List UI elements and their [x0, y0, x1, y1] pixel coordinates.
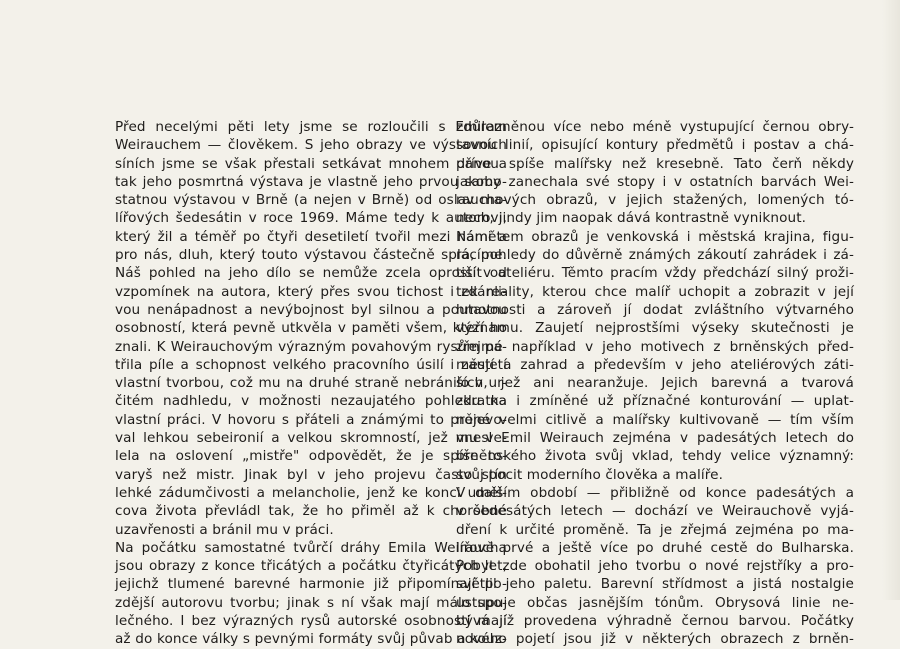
text-line: Pobyt zde obohatil jeho tvorbu o nové rejstříky a pro-	[456, 558, 854, 575]
text-line: Námětem obrazů je venkovská i městská krajina, figu-	[456, 228, 854, 245]
text-line: jsou obrazy z konce třicátých a počátku čtyřicátých let,	[115, 558, 507, 575]
text-line: významu. Zaujetí nejprostšími výseky skutečnosti je	[456, 320, 854, 337]
text-line: třila píle a schopnost velkého pracovního úsilí i zaujetí	[115, 356, 507, 373]
text-line: sovou linií, opisující kontury předmětů i postav a chá-	[456, 137, 854, 154]
text-line: Před necelými pěti lety jsme se rozloučili s Emilem	[115, 119, 507, 135]
text-line: nech; jindy jim naopak dává kontrastně vyniknout.	[456, 210, 807, 227]
text-line: lířově prvé a ještě více po druhé cestě do Bulharska.	[456, 539, 854, 556]
text-line: který žil a téměř po čtyři desetiletí tvořil mezi námi a	[115, 228, 507, 245]
page-edge-shadow	[882, 0, 900, 600]
text-line: ustupuje občas jasnějším tónům. Obrysová linie ne-	[456, 594, 854, 611]
text-line: vnesl Emil Weirauch zejména v padesátých letech do	[456, 430, 854, 447]
text-line: ra, pohledy do důvěrně známých zákoutí zahrádek i zá-	[456, 247, 854, 264]
text-line: v šedesátých letech — dochází ve Weirauchově vyjá-	[456, 503, 854, 520]
text-line: čitém nadhledu, v možnosti nezaujatého pohledu na	[115, 393, 507, 410]
text-line: zkratka i zmíněné už příznačné konturování — uplat-	[456, 393, 854, 410]
text-line: brněnského života svůj vklad, tehdy velice významný:	[456, 448, 854, 465]
text-line: val lehkou sebeironií a velkou skromností, jež mu ve-	[115, 430, 507, 447]
text-line: vlastní tvorbou, což mu na druhé straně nebránilo v ur-	[115, 375, 507, 392]
text-line: rauchových obrazů, v jejich stažených, lomených tó-	[456, 192, 854, 209]
left-text-column	[115, 118, 507, 649]
text-line: V dalším období — přibližně od konce padesátých a	[456, 484, 854, 501]
text-line: hmotnosti a zároveň jí dodat zvláštního výtvarného	[456, 301, 854, 318]
text-line: tiší v ateliéru. Těmto pracím vždy předchází silný proži-	[456, 265, 854, 282]
text-line: Náš pohled na jeho dílo se nemůže zcela oprostit od	[115, 265, 507, 282]
text-line: varyš než mistr. Jinak byl v jeho projevu často stín	[115, 466, 507, 483]
text-line: zdější autorovu tvorbu; jinak s ní však mají málo spo-	[115, 594, 507, 611]
text-line: bývá již provedena výhradně černou barvou. Počátky	[456, 613, 854, 630]
text-line: Na počátku samostatné tvůrčí dráhy Emila Weiraucha	[115, 539, 507, 556]
text-line: lela na oslovení „mistře" odpovědět, že je spíše to-	[115, 448, 507, 465]
text-line: něné velmi citlivě a malířsky kultivovaně — tím vším	[456, 411, 854, 428]
text-line: svůj pocit moderního člověka a malíře.	[456, 466, 724, 483]
text-line: až do konce války s pevnými formáty svůj půvab a kouz-	[115, 631, 507, 648]
text-line: jakoby zanechala své stopy i v ostatních barvách Wei-	[456, 173, 854, 190]
text-line: městí a zahrad a především v jeho ateliérových záti-	[456, 356, 854, 373]
text-line: lehké zádumčivosti a melancholie, jenž ke konci uměl-	[115, 484, 507, 501]
text-line: jejichž tlumené barevné harmonie již připomínají po-	[115, 576, 507, 593]
text-line: znali. K Weirauchovým výrazným povahovým rysům pa-	[115, 338, 507, 355]
text-line: lířových šedesátin v roce 1969. Máme tedy k autorovi,	[115, 210, 507, 227]
right-text-column	[456, 118, 854, 649]
text-line: lečného. I bez výrazných rysů autorské osobnosti mají	[115, 613, 507, 630]
text-line: síních jsme se však přestali setkávat mnohem dříve a	[115, 155, 507, 172]
text-line: uzavřenosti a bránil mu v práci.	[115, 521, 334, 538]
text-line: cova života převládl tak, že ho přiměl až k chorobné	[115, 503, 507, 520]
text-line: dření k určité proměně. Ta je zřejmá zejména po ma-	[456, 521, 854, 538]
text-line: pro nás, dluh, který touto výstavou částečně splácíme.	[115, 247, 507, 264]
text-line: vzpomínek na autora, který přes svou tichost i zdánli-	[115, 283, 507, 300]
text-line: panou spíše malířsky než kresebně. Tato čerň někdy	[456, 155, 854, 172]
text-line: ších, jež ani nearanžuje. Jejich barevná a tvarová	[456, 375, 854, 392]
text-line: vou nenápadnost a nevýbojnost byl silnou a poutavou	[115, 301, 507, 318]
text-line: vlastní práci. V hovoru s přáteli a známými to projevo-	[115, 411, 507, 428]
text-line: tak jeho posmrtná výstava je vlastně jeho prvou samo-	[115, 173, 507, 190]
text-line: tek reality, kterou chce malíř uchopit a zobrazit v její	[456, 283, 854, 300]
text-line: světlil jeho paletu. Barevní střídmost a jistá nostalgie	[456, 576, 854, 593]
text-line: nového pojetí jsou již v některých obrazech z brněn-	[456, 631, 854, 648]
text-line: zřejmé například v jeho motivech z brněnských před-	[456, 338, 854, 355]
text-line: zdůrazněnou více nebo méně vystupující černou obry-	[456, 119, 854, 135]
text-line: osobností, která pevně utkvěla v paměti všem, kteří ho	[115, 320, 507, 337]
text-line: Weirauchem — člověkem. S jeho obrazy ve výstavních	[115, 137, 507, 154]
text-line: statnou výstavou v Brně (a nejen v Brně) od oslav ma-	[115, 192, 507, 209]
